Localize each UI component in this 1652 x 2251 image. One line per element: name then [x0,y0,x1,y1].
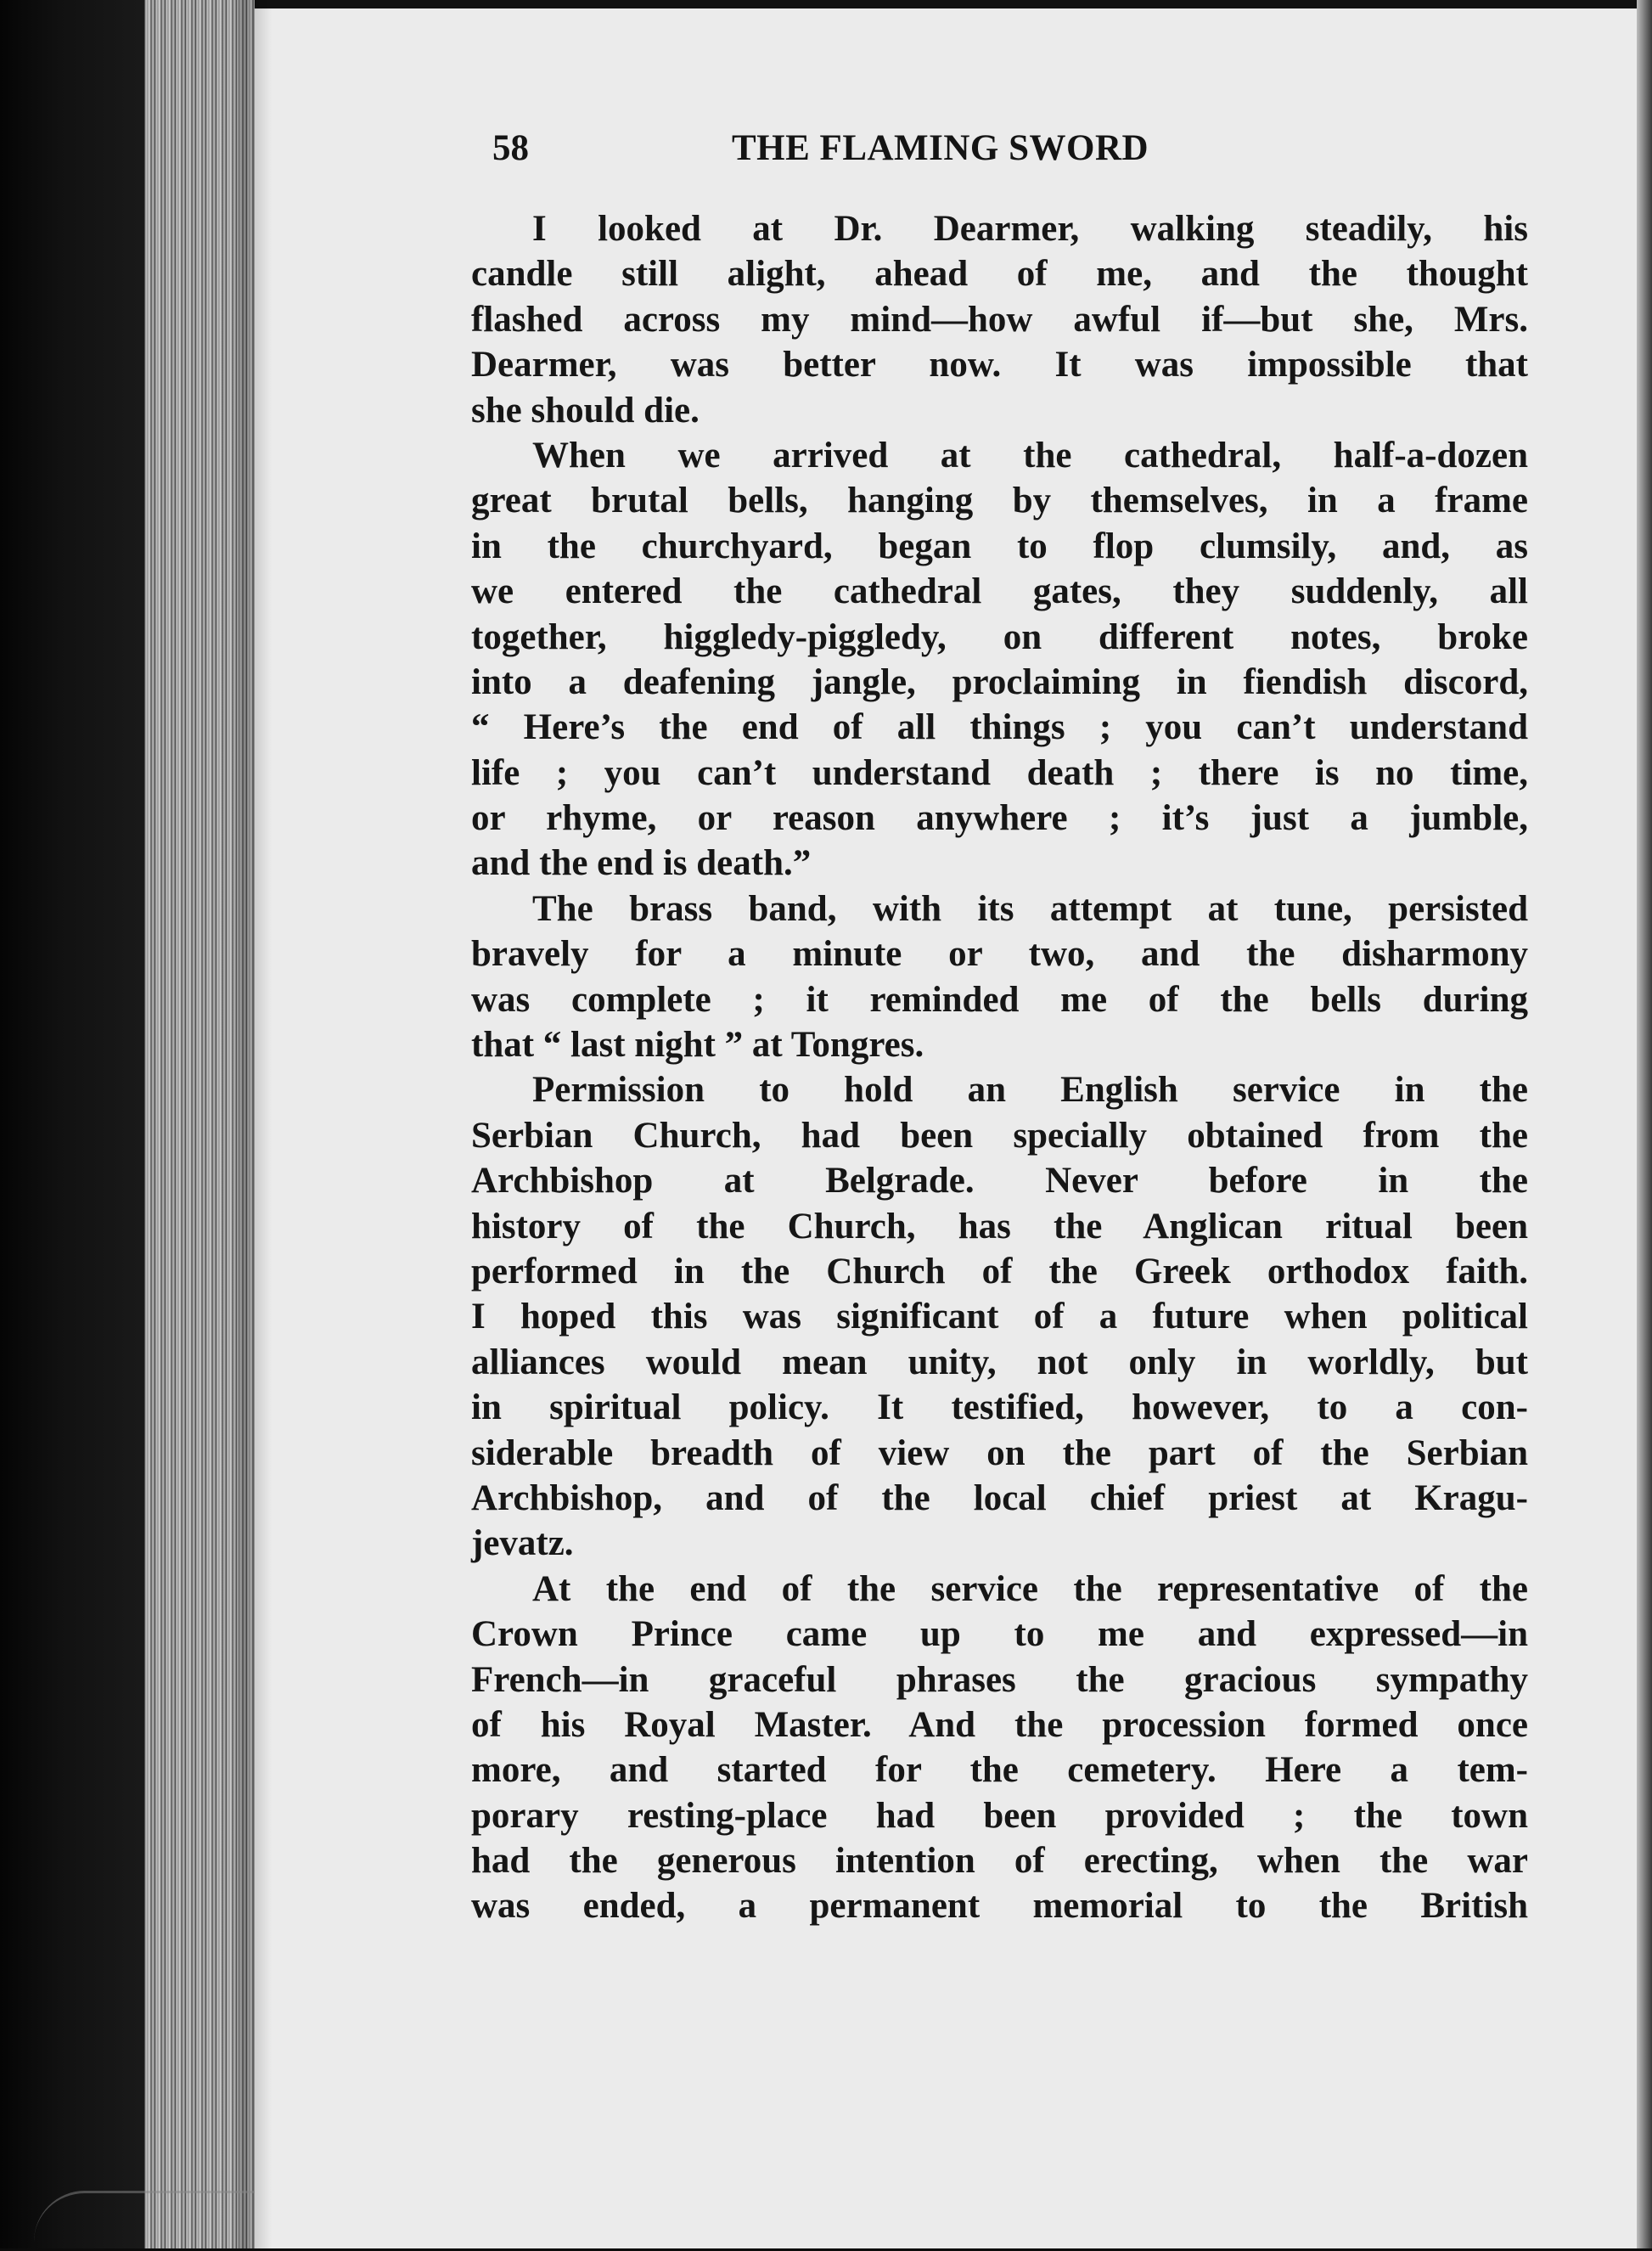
text-line: I hoped this was significant of a future when political [471,1297,1528,1337]
text-line: had the generous intention of erecting, when the war [471,1841,1528,1882]
text-line: bravely for a minute or two, and the disharmony [471,934,1528,975]
text-line: “ Here’s the end of all things ; you can’t understand [471,707,1528,748]
text-line: I looked at Dr. Dearmer, walking steadily, his [532,209,1528,249]
scan-background-left [0,0,149,2248]
text-line: siderable breadth of view on the part of the Serbian [471,1432,1528,1473]
text-line: great brutal bells, hanging by themselves, in a frame [471,481,1528,521]
text-line: At the end of the service the representative of the [532,1568,1528,1609]
text-line: she should die. [471,390,700,431]
text-line: we entered the cathedral gates, they suddenly, all [471,571,1528,612]
text-line: candle still alight, ahead of me, and the thought [471,254,1528,295]
text-line: together, higgledy-piggledy, on different notes, broke [471,616,1528,657]
text-line: in spiritual policy. It testified, however, to a con- [471,1387,1528,1428]
text-line: more, and started for the cemetery. Here a tem- [471,1750,1528,1791]
body-text [471,206,1528,1929]
text-line: performed in the Church of the Greek orthodox faith. [471,1251,1528,1292]
text-line: life ; you can’t understand death ; there is no time, [471,752,1528,793]
text-line: history of the Church, has the Anglican ritual been [471,1206,1528,1246]
page-curl-mark [34,2191,255,2251]
text-line: The brass band, with its attempt at tune, persisted [532,888,1528,929]
gutter-shadow [238,0,272,2248]
text-line: Serbian Church, had been specially obtained from the [471,1115,1528,1156]
text-line: or rhyme, or reason anywhere ; it’s just a jumble, [471,798,1528,839]
text-line: and the end is death.” [471,843,812,884]
text-line: Crown Prince came up to me and expressed—in [471,1614,1528,1655]
text-line: Dearmer, was better now. It was impossible that [471,345,1528,385]
text-line: flashed across my mind—how awful if—but she, Mrs. [471,299,1528,340]
text-line: Archbishop at Belgrade. Never before in the [471,1161,1528,1201]
text-line: jevatz. [471,1523,574,1564]
right-page-edge [1637,0,1652,2248]
text-line: Archbishop, and of the local chief priest at Kragu- [471,1477,1528,1518]
text-line: When we arrived at the cathedral, half-a-dozen [532,435,1528,476]
page-number: 58 [492,128,529,168]
text-line: of his Royal Master. And the procession formed once [471,1704,1528,1745]
text-line: porary resting-place had been provided ; the town [471,1795,1528,1836]
running-head [492,127,1358,178]
text-line: French—in graceful phrases the gracious sympathy [471,1659,1528,1700]
text-line: in the churchyard, began to flop clumsily, and, as [471,526,1528,566]
text-line: was complete ; it reminded me of the bells during [471,979,1528,1020]
running-title: THE FLAMING SWORD [732,128,1149,168]
text-line: Permission to hold an English service in the [532,1070,1528,1111]
text-line: alliances would mean unity, not only in worldly, but [471,1342,1528,1382]
text-line: that “ last night ” at Tongres. [471,1025,924,1066]
text-line: was ended, a permanent memorial to the British [471,1886,1528,1927]
text-line: into a deafening jangle, proclaiming in fiendish discord, [471,661,1528,702]
